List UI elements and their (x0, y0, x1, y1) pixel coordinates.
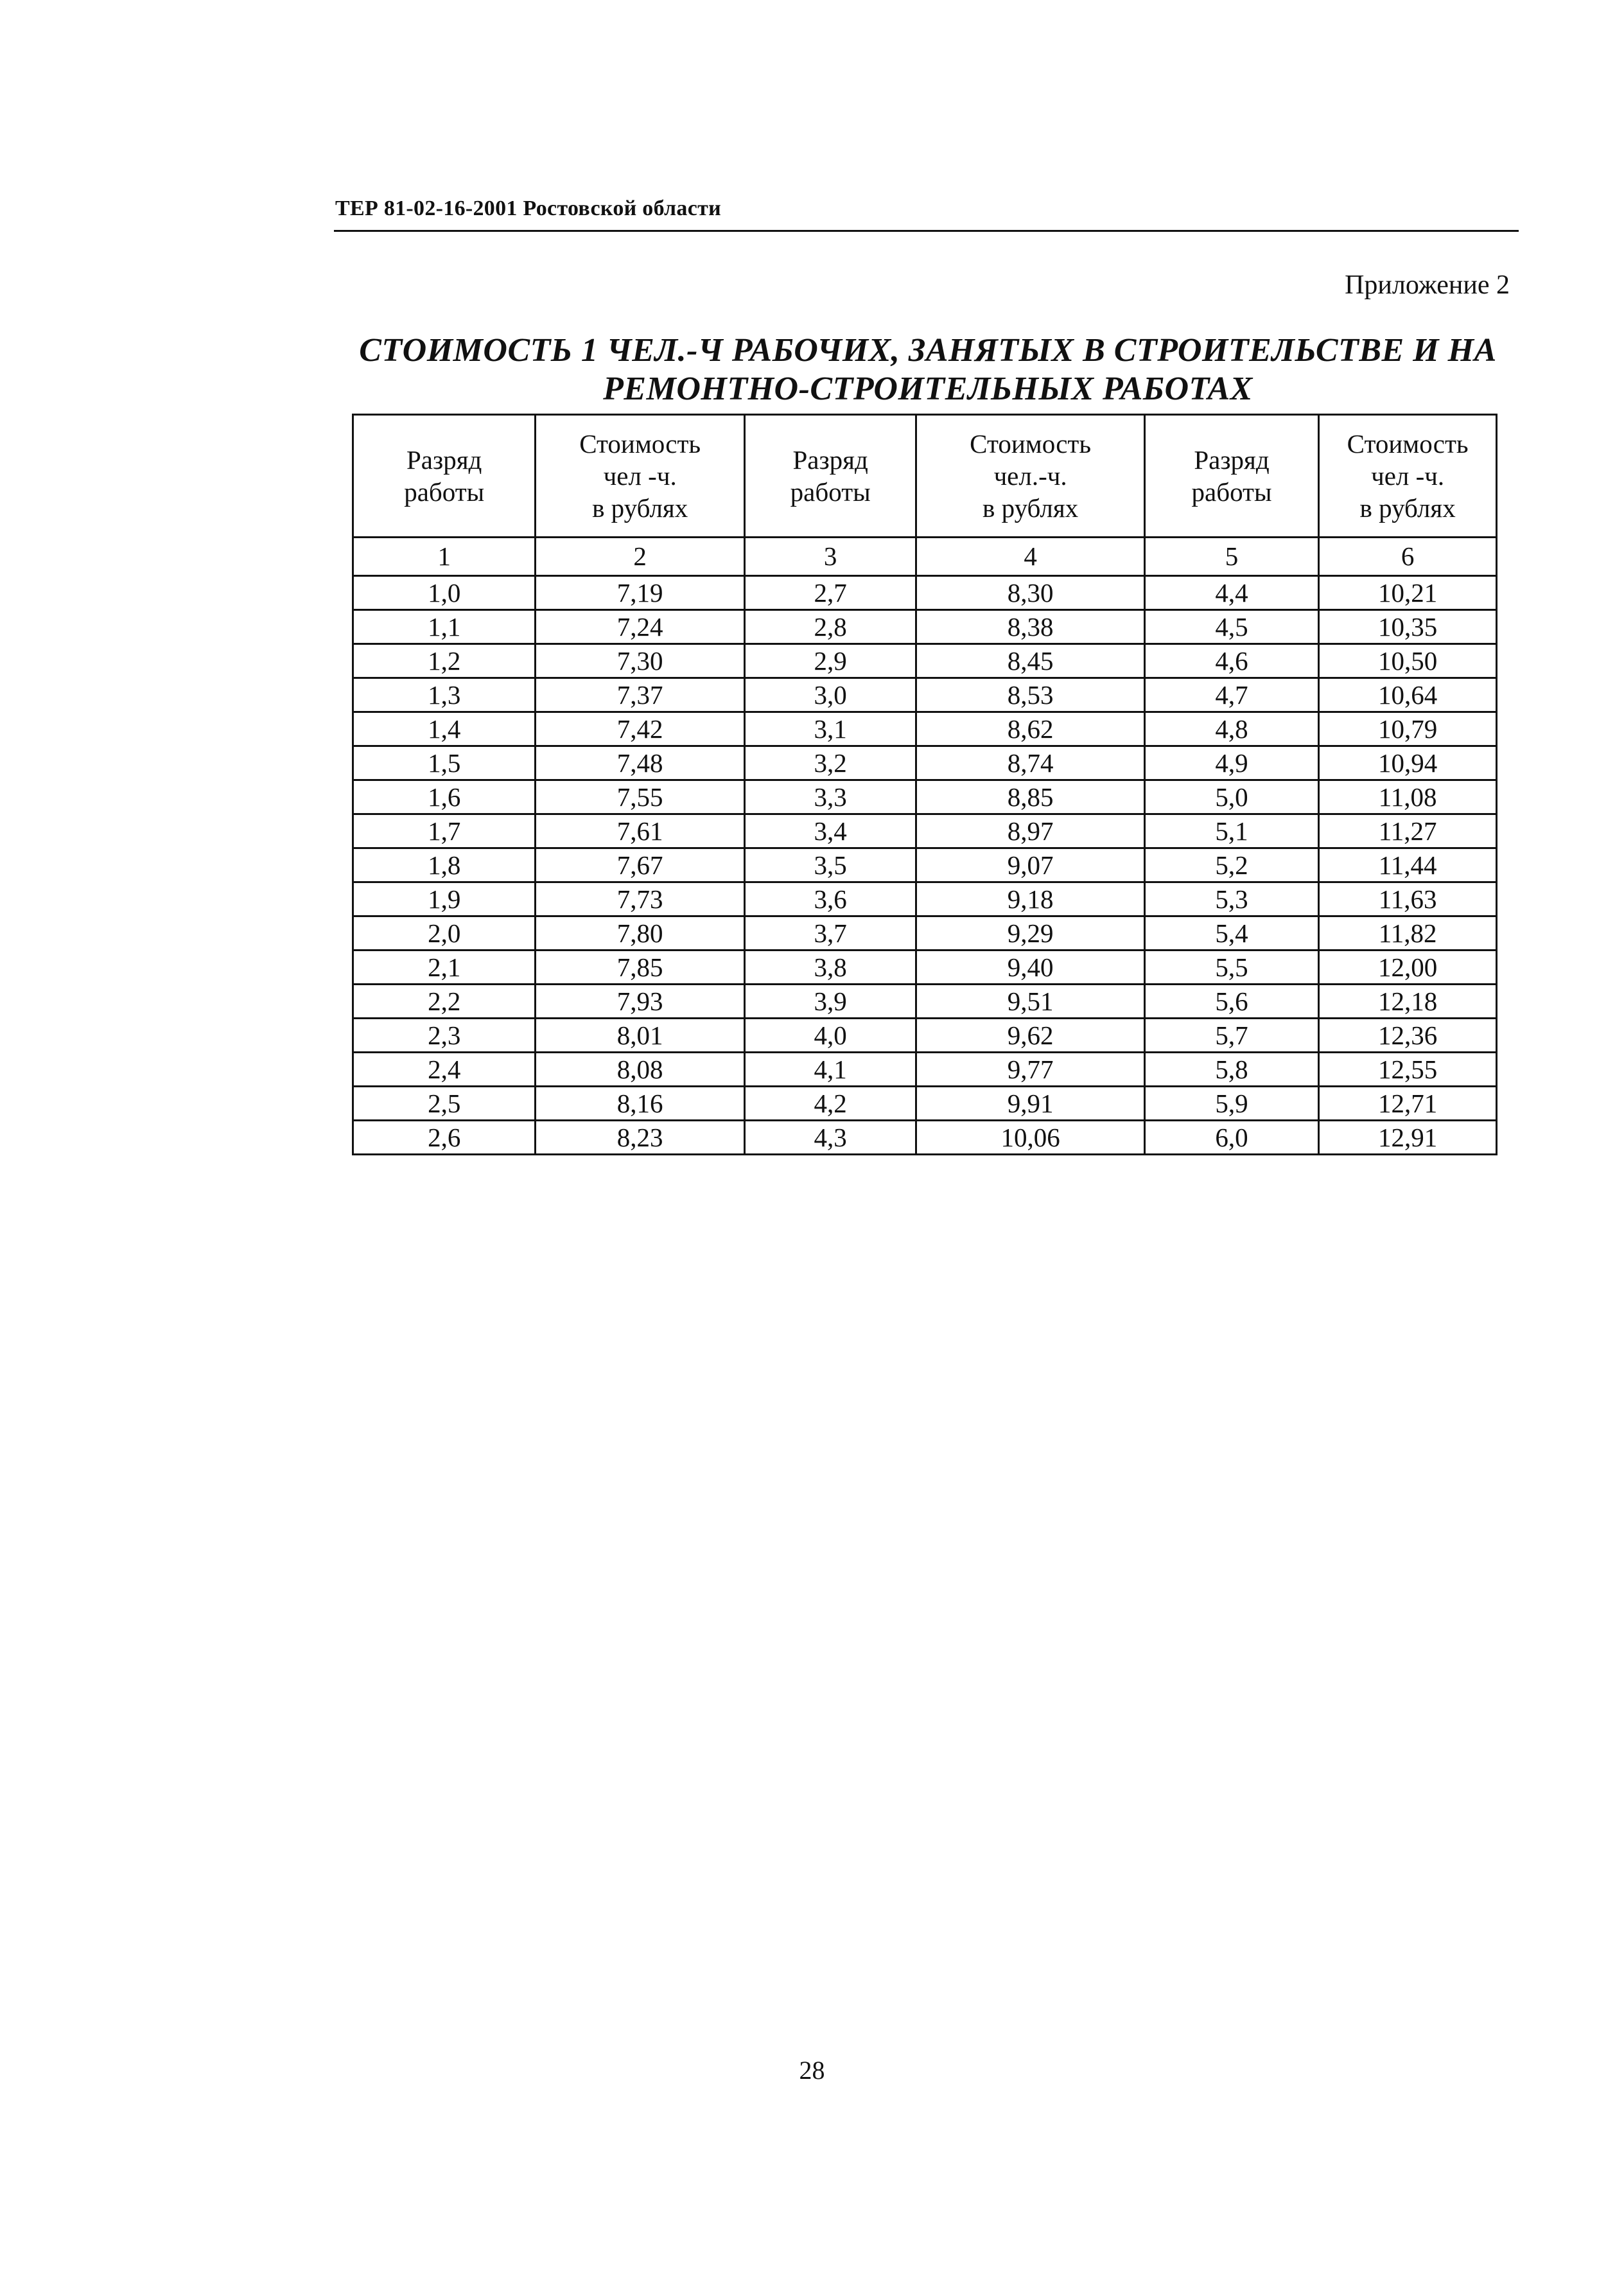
grade-cell: 3,2 (744, 746, 916, 780)
grade-cell: 2,3 (353, 1019, 536, 1053)
cost-cell: 8,16 (536, 1087, 745, 1121)
cost-cell: 8,74 (916, 746, 1144, 780)
column-header: Разряд работы (744, 415, 916, 538)
grade-cell: 1,5 (353, 746, 536, 780)
grade-cell: 4,1 (744, 1053, 916, 1087)
grade-cell: 1,1 (353, 610, 536, 644)
running-header: ТЕР 81-02-16-2001 Ростовской области (335, 197, 722, 220)
grade-cell: 4,8 (1144, 712, 1318, 746)
cost-cell: 10,21 (1319, 576, 1497, 610)
grade-cell: 4,6 (1144, 644, 1318, 678)
grade-cell: 4,3 (744, 1121, 916, 1155)
table-row (353, 712, 1497, 746)
table-row (353, 576, 1497, 610)
table-row (353, 1019, 1497, 1053)
table-row (353, 951, 1497, 985)
cost-cell: 11,63 (1319, 882, 1497, 916)
cost-cell: 7,37 (536, 678, 745, 712)
cost-cell: 9,07 (916, 848, 1144, 882)
column-number: 6 (1319, 538, 1497, 576)
table-row (353, 1053, 1497, 1087)
grade-cell: 5,6 (1144, 985, 1318, 1019)
table-row (353, 780, 1497, 814)
column-number: 2 (536, 538, 745, 576)
cost-cell: 9,51 (916, 985, 1144, 1019)
grade-cell: 2,7 (744, 576, 916, 610)
cost-cell: 12,55 (1319, 1053, 1497, 1087)
column-header: Стоимость чел -ч. в рублях (536, 415, 745, 538)
cost-cell: 7,67 (536, 848, 745, 882)
grade-cell: 1,8 (353, 848, 536, 882)
cost-cell: 8,30 (916, 576, 1144, 610)
grade-cell: 1,6 (353, 780, 536, 814)
cost-cell: 11,08 (1319, 780, 1497, 814)
grade-cell: 3,9 (744, 985, 916, 1019)
column-header: Стоимость чел -ч. в рублях (1319, 415, 1497, 538)
page-number: 28 (799, 2056, 825, 2085)
cost-cell: 9,29 (916, 916, 1144, 951)
document-title-line-1: СТОИМОСТЬ 1 ЧЕЛ.-Ч РАБОЧИХ, ЗАНЯТЫХ В СТРОИТЕЛЬСТВЕ И НА (359, 332, 1497, 369)
cost-cell: 8,97 (916, 814, 1144, 848)
cost-cell: 9,91 (916, 1087, 1144, 1121)
cost-cell: 9,77 (916, 1053, 1144, 1087)
column-number: 3 (744, 538, 916, 576)
grade-cell: 5,0 (1144, 780, 1318, 814)
grade-cell: 1,7 (353, 814, 536, 848)
grade-cell: 5,8 (1144, 1053, 1318, 1087)
cost-cell: 12,91 (1319, 1121, 1497, 1155)
grade-cell: 2,2 (353, 985, 536, 1019)
grade-cell: 2,9 (744, 644, 916, 678)
cost-cell: 10,94 (1319, 746, 1497, 780)
document-title-line-2: РЕМОНТНО-СТРОИТЕЛЬНЫХ РАБОТАХ (603, 371, 1253, 407)
cost-cell: 10,79 (1319, 712, 1497, 746)
grade-cell: 3,7 (744, 916, 916, 951)
cost-cell: 11,27 (1319, 814, 1497, 848)
cost-cell: 12,18 (1319, 985, 1497, 1019)
cost-cell: 8,85 (916, 780, 1144, 814)
table-row (353, 746, 1497, 780)
cost-cell: 8,38 (916, 610, 1144, 644)
table-row (353, 678, 1497, 712)
grade-cell: 2,6 (353, 1121, 536, 1155)
grade-cell: 4,7 (1144, 678, 1318, 712)
cost-cell: 8,01 (536, 1019, 745, 1053)
grade-cell: 3,6 (744, 882, 916, 916)
grade-cell: 1,4 (353, 712, 536, 746)
column-header: Стоимость чел.-ч. в рублях (916, 415, 1144, 538)
grade-cell: 3,8 (744, 951, 916, 985)
cost-cell: 10,35 (1319, 610, 1497, 644)
cost-cell: 9,62 (916, 1019, 1144, 1053)
grade-cell: 4,2 (744, 1087, 916, 1121)
cost-cell: 7,93 (536, 985, 745, 1019)
cost-cell: 7,73 (536, 882, 745, 916)
document-title (334, 331, 1522, 408)
cost-cell: 7,19 (536, 576, 745, 610)
table-row (353, 1121, 1497, 1155)
cost-cell: 8,45 (916, 644, 1144, 678)
cost-cell: 8,62 (916, 712, 1144, 746)
grade-cell: 5,1 (1144, 814, 1318, 848)
cost-cell: 11,44 (1319, 848, 1497, 882)
grade-cell: 3,1 (744, 712, 916, 746)
cost-cell: 9,40 (916, 951, 1144, 985)
cost-cell: 7,85 (536, 951, 745, 985)
cost-cell: 7,24 (536, 610, 745, 644)
table-row (353, 814, 1497, 848)
cost-cell: 12,00 (1319, 951, 1497, 985)
grade-cell: 5,9 (1144, 1087, 1318, 1121)
cost-cell: 8,23 (536, 1121, 745, 1155)
cost-cell: 10,06 (916, 1121, 1144, 1155)
grade-cell: 1,2 (353, 644, 536, 678)
grade-cell: 4,4 (1144, 576, 1318, 610)
grade-cell: 1,3 (353, 678, 536, 712)
column-number: 5 (1144, 538, 1318, 576)
grade-cell: 5,4 (1144, 916, 1318, 951)
grade-cell: 4,0 (744, 1019, 916, 1053)
cost-cell: 7,61 (536, 814, 745, 848)
cost-cell: 7,30 (536, 644, 745, 678)
appendix-label: Приложение 2 (1345, 270, 1510, 300)
grade-cell: 2,5 (353, 1087, 536, 1121)
table-header-row (353, 415, 1497, 538)
grade-cell: 4,5 (1144, 610, 1318, 644)
grade-cell: 1,0 (353, 576, 536, 610)
grade-cell: 2,1 (353, 951, 536, 985)
cost-cell: 9,18 (916, 882, 1144, 916)
table-row (353, 848, 1497, 882)
grade-cell: 2,0 (353, 916, 536, 951)
grade-cell: 1,9 (353, 882, 536, 916)
cost-cell: 7,42 (536, 712, 745, 746)
header-rule (334, 230, 1519, 232)
column-number-row (353, 538, 1497, 576)
grade-cell: 3,5 (744, 848, 916, 882)
grade-cell: 5,2 (1144, 848, 1318, 882)
cost-cell: 7,80 (536, 916, 745, 951)
cost-cell: 11,82 (1319, 916, 1497, 951)
cost-cell: 10,50 (1319, 644, 1497, 678)
table-row (353, 1087, 1497, 1121)
table-row (353, 610, 1497, 644)
column-header: Разряд работы (1144, 415, 1318, 538)
grade-cell: 5,5 (1144, 951, 1318, 985)
cost-cell: 10,64 (1319, 678, 1497, 712)
table-body (353, 576, 1497, 1155)
cost-cell: 8,08 (536, 1053, 745, 1087)
table-row (353, 644, 1497, 678)
grade-cell: 5,7 (1144, 1019, 1318, 1053)
grade-cell: 3,3 (744, 780, 916, 814)
grade-cell: 2,4 (353, 1053, 536, 1087)
column-header: Разряд работы (353, 415, 536, 538)
cost-cell: 7,48 (536, 746, 745, 780)
cost-cell: 12,71 (1319, 1087, 1497, 1121)
grade-cell: 2,8 (744, 610, 916, 644)
grade-cell: 6,0 (1144, 1121, 1318, 1155)
table-row (353, 916, 1497, 951)
grade-cell: 3,4 (744, 814, 916, 848)
grade-cell: 4,9 (1144, 746, 1318, 780)
column-number: 1 (353, 538, 536, 576)
grade-cell: 3,0 (744, 678, 916, 712)
table-row (353, 882, 1497, 916)
column-number: 4 (916, 538, 1144, 576)
cost-cell: 7,55 (536, 780, 745, 814)
labor-cost-table (352, 414, 1497, 1155)
table-row (353, 985, 1497, 1019)
cost-cell: 12,36 (1319, 1019, 1497, 1053)
cost-cell: 8,53 (916, 678, 1144, 712)
grade-cell: 5,3 (1144, 882, 1318, 916)
